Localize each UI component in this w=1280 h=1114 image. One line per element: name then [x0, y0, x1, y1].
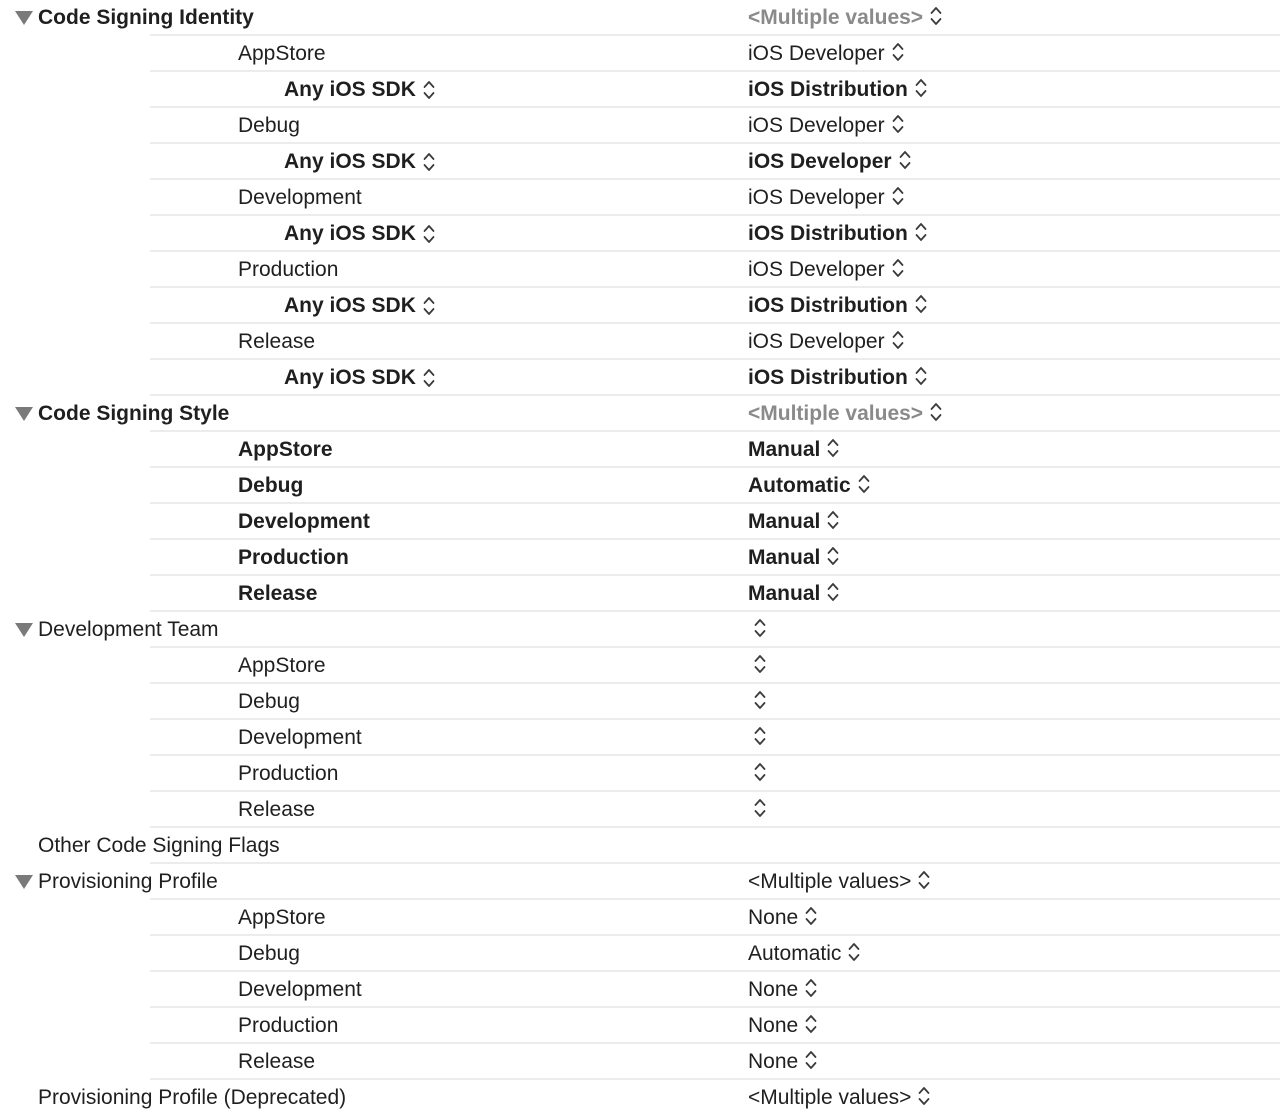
setting-label-text: AppStore — [238, 654, 326, 677]
setting-label — [238, 576, 317, 612]
setting-value-popup[interactable] — [748, 504, 839, 540]
setting-row-provisioning-profile[interactable] — [0, 864, 1280, 900]
setting-label — [238, 720, 362, 756]
setting-label-text: AppStore — [238, 906, 326, 929]
up-down-stepper-icon[interactable] — [930, 401, 942, 423]
setting-label-text: Code Signing Identity — [38, 6, 254, 29]
up-down-stepper-icon[interactable] — [899, 149, 911, 171]
up-down-stepper-icon[interactable] — [754, 653, 766, 675]
setting-value-popup[interactable] — [748, 864, 930, 900]
setting-label-text: Development — [238, 726, 362, 749]
setting-label-text: Debug — [238, 474, 304, 497]
up-down-stepper-icon[interactable] — [858, 473, 870, 495]
setting-label — [238, 36, 326, 72]
setting-value-text: iOS Distribution — [748, 294, 908, 317]
setting-value-popup[interactable] — [748, 684, 766, 720]
setting-value-popup[interactable] — [748, 180, 904, 216]
setting-label — [238, 900, 326, 936]
setting-row-provisioning-profile-deprecated[interactable] — [0, 1080, 1280, 1114]
setting-label — [38, 1080, 346, 1114]
setting-subrow-code-signing-identity[interactable] — [0, 144, 1280, 180]
setting-label — [238, 540, 349, 576]
up-down-stepper-icon[interactable] — [892, 113, 904, 135]
setting-label-text: Release — [238, 1050, 316, 1073]
up-down-stepper-icon[interactable] — [805, 1013, 817, 1035]
up-down-stepper-icon[interactable] — [915, 365, 927, 387]
setting-subrow-provisioning-profile[interactable] — [0, 1044, 1280, 1080]
setting-value-popup[interactable] — [748, 936, 860, 972]
setting-label-text: Any iOS SDK — [284, 78, 416, 101]
up-down-stepper-icon[interactable] — [805, 1049, 817, 1071]
setting-value-text: Automatic — [748, 474, 851, 497]
setting-subrow-code-signing-identity[interactable] — [0, 180, 1280, 216]
setting-label — [238, 648, 326, 684]
setting-subrow-code-signing-identity[interactable] — [0, 36, 1280, 72]
setting-label-text: Provisioning Profile — [38, 870, 218, 893]
setting-label-text: Development Team — [38, 618, 219, 641]
setting-value-popup[interactable] — [748, 792, 766, 828]
setting-value-popup[interactable] — [748, 108, 904, 144]
setting-label-text: Any iOS SDK — [284, 294, 416, 317]
setting-value-popup[interactable] — [748, 468, 870, 504]
setting-value-popup[interactable] — [748, 36, 904, 72]
setting-subrow-development-team[interactable] — [0, 792, 1280, 828]
setting-subrow-code-signing-identity[interactable] — [0, 360, 1280, 396]
up-down-stepper-icon[interactable] — [827, 509, 839, 531]
up-down-stepper-icon[interactable] — [754, 797, 766, 819]
setting-value-popup[interactable] — [748, 612, 766, 648]
setting-value-text: iOS Developer — [748, 258, 885, 281]
setting-label-text: AppStore — [238, 438, 333, 461]
setting-label-text: Debug — [238, 942, 300, 965]
setting-value-text: None — [748, 906, 799, 929]
setting-label — [38, 828, 280, 864]
setting-label — [238, 468, 303, 504]
setting-label-text: Debug — [238, 114, 300, 137]
setting-value-popup[interactable] — [748, 72, 927, 108]
up-down-stepper-icon[interactable] — [915, 221, 927, 243]
up-down-stepper-icon[interactable] — [754, 689, 766, 711]
setting-label-text: Debug — [238, 690, 300, 713]
setting-label — [238, 972, 362, 1008]
setting-subrow-development-team[interactable] — [0, 648, 1280, 684]
sdk-stepper-icon[interactable] — [423, 293, 435, 315]
setting-value-text: <Multiple values> — [748, 402, 924, 425]
setting-value-text: Automatic — [748, 942, 842, 965]
setting-value-popup[interactable] — [748, 1044, 817, 1080]
up-down-stepper-icon[interactable] — [892, 257, 904, 279]
setting-label — [284, 144, 435, 180]
setting-value-text: iOS Developer — [748, 186, 885, 209]
setting-row-code-signing-identity[interactable] — [0, 0, 1280, 36]
setting-subrow-code-signing-identity[interactable] — [0, 288, 1280, 324]
setting-value-text: None — [748, 1014, 799, 1037]
sdk-stepper-icon[interactable] — [423, 149, 435, 171]
setting-value-popup[interactable] — [748, 648, 766, 684]
setting-subrow-code-signing-style[interactable] — [0, 432, 1280, 468]
setting-label — [38, 0, 254, 36]
setting-value-popup[interactable] — [748, 0, 942, 36]
setting-label-text: Release — [238, 798, 316, 821]
setting-label — [238, 792, 315, 828]
setting-label — [38, 612, 219, 648]
sdk-stepper-icon[interactable] — [423, 365, 435, 387]
setting-label — [238, 936, 300, 972]
setting-label-text: Any iOS SDK — [284, 222, 416, 245]
setting-label-text: Development — [238, 978, 362, 1001]
setting-label-text: Production — [238, 762, 339, 785]
setting-label-text: Production — [238, 1014, 339, 1037]
up-down-stepper-icon[interactable] — [892, 329, 904, 351]
setting-label — [284, 360, 435, 396]
setting-value-popup[interactable] — [748, 396, 942, 432]
up-down-stepper-icon[interactable] — [892, 41, 904, 63]
setting-label-text: Code Signing Style — [38, 402, 230, 425]
setting-label — [238, 756, 338, 792]
setting-value-text: Manual — [748, 582, 821, 605]
setting-value-popup[interactable] — [748, 756, 766, 792]
setting-subrow-code-signing-style[interactable] — [0, 504, 1280, 540]
setting-subrow-provisioning-profile[interactable] — [0, 972, 1280, 1008]
setting-label — [238, 432, 333, 468]
setting-value-text: iOS Distribution — [748, 78, 908, 101]
setting-label — [38, 396, 229, 432]
setting-value-text: None — [748, 978, 799, 1001]
up-down-stepper-icon[interactable] — [848, 941, 860, 963]
up-down-stepper-icon[interactable] — [827, 545, 839, 567]
setting-value-popup[interactable] — [748, 288, 927, 324]
setting-value-text: iOS Distribution — [748, 222, 908, 245]
up-down-stepper-icon[interactable] — [915, 77, 927, 99]
setting-value-text: iOS Developer — [748, 114, 885, 137]
setting-label — [238, 324, 315, 360]
setting-label-text: Production — [238, 258, 339, 281]
setting-subrow-provisioning-profile[interactable] — [0, 1008, 1280, 1044]
setting-value-text: iOS Developer — [748, 150, 892, 173]
setting-subrow-code-signing-identity[interactable] — [0, 252, 1280, 288]
setting-value-text: <Multiple values> — [748, 6, 924, 29]
setting-row-development-team[interactable] — [0, 612, 1280, 648]
setting-value-popup[interactable] — [748, 360, 927, 396]
setting-label — [238, 1044, 315, 1080]
setting-label — [238, 684, 300, 720]
up-down-stepper-icon[interactable] — [827, 437, 839, 459]
setting-subrow-development-team[interactable] — [0, 684, 1280, 720]
setting-label — [238, 252, 338, 288]
setting-value-text: iOS Developer — [748, 42, 885, 65]
disclosure-triangle-icon[interactable] — [15, 11, 33, 25]
setting-label-text: Production — [238, 546, 349, 569]
setting-subrow-provisioning-profile[interactable] — [0, 900, 1280, 936]
setting-value-text: iOS Developer — [748, 330, 885, 353]
up-down-stepper-icon[interactable] — [805, 905, 817, 927]
disclosure-triangle-icon[interactable] — [15, 875, 33, 889]
setting-label-text: Any iOS SDK — [284, 366, 416, 389]
setting-label-text: Any iOS SDK — [284, 150, 416, 173]
setting-subrow-provisioning-profile[interactable] — [0, 936, 1280, 972]
setting-label-text: Release — [238, 582, 318, 605]
setting-value-popup[interactable] — [748, 252, 904, 288]
up-down-stepper-icon[interactable] — [918, 869, 930, 891]
setting-label-text: AppStore — [238, 42, 326, 65]
sdk-stepper-icon[interactable] — [423, 77, 435, 99]
setting-value-text: <Multiple values> — [748, 870, 912, 893]
setting-value-text: Manual — [748, 546, 821, 569]
setting-value-popup[interactable] — [748, 1080, 930, 1114]
setting-subrow-code-signing-style[interactable] — [0, 540, 1280, 576]
setting-subrow-code-signing-identity[interactable] — [0, 108, 1280, 144]
setting-label — [238, 504, 370, 540]
sdk-stepper-icon[interactable] — [423, 221, 435, 243]
setting-value-text: iOS Distribution — [748, 366, 908, 389]
setting-value-popup[interactable] — [748, 144, 911, 180]
up-down-stepper-icon[interactable] — [930, 5, 942, 27]
setting-value-text: None — [748, 1050, 799, 1073]
setting-subrow-code-signing-identity[interactable] — [0, 324, 1280, 360]
up-down-stepper-icon[interactable] — [892, 185, 904, 207]
setting-label-text: Other Code Signing Flags — [38, 834, 280, 857]
setting-subrow-development-team[interactable] — [0, 756, 1280, 792]
setting-label-text: Development — [238, 510, 370, 533]
setting-subrow-code-signing-identity[interactable] — [0, 72, 1280, 108]
setting-value-popup[interactable] — [748, 900, 817, 936]
setting-subrow-code-signing-style[interactable] — [0, 468, 1280, 504]
setting-value-text: Manual — [748, 438, 821, 461]
up-down-stepper-icon[interactable] — [918, 1085, 930, 1107]
setting-label — [284, 72, 435, 108]
setting-label-text: Development — [238, 186, 362, 209]
setting-subrow-code-signing-identity[interactable] — [0, 216, 1280, 252]
setting-value-popup[interactable] — [748, 720, 766, 756]
setting-row-code-signing-style[interactable] — [0, 396, 1280, 432]
setting-label — [284, 288, 435, 324]
setting-label-text: Provisioning Profile (Deprecated) — [38, 1086, 347, 1109]
up-down-stepper-icon[interactable] — [754, 761, 766, 783]
setting-label — [38, 864, 218, 900]
setting-value-popup[interactable] — [748, 576, 839, 612]
setting-value-popup[interactable] — [748, 1008, 817, 1044]
setting-subrow-development-team[interactable] — [0, 720, 1280, 756]
setting-value-popup[interactable] — [748, 216, 927, 252]
up-down-stepper-icon[interactable] — [754, 617, 766, 639]
setting-label — [238, 1008, 338, 1044]
setting-label — [284, 216, 435, 252]
setting-value-popup[interactable] — [748, 324, 904, 360]
setting-value-popup[interactable] — [748, 972, 817, 1008]
setting-row-other-code-signing-flags[interactable] — [0, 828, 1280, 864]
setting-value-popup[interactable] — [748, 432, 839, 468]
setting-value-text: <Multiple values> — [748, 1086, 912, 1109]
setting-value-popup[interactable] — [748, 540, 839, 576]
up-down-stepper-icon[interactable] — [805, 977, 817, 999]
setting-label-text: Release — [238, 330, 316, 353]
setting-value-text: Manual — [748, 510, 821, 533]
up-down-stepper-icon[interactable] — [915, 293, 927, 315]
up-down-stepper-icon[interactable] — [827, 581, 839, 603]
setting-subrow-code-signing-style[interactable] — [0, 576, 1280, 612]
disclosure-triangle-icon[interactable] — [15, 407, 33, 421]
up-down-stepper-icon[interactable] — [754, 725, 766, 747]
setting-label — [238, 108, 300, 144]
setting-label — [238, 180, 362, 216]
disclosure-triangle-icon[interactable] — [15, 623, 33, 637]
